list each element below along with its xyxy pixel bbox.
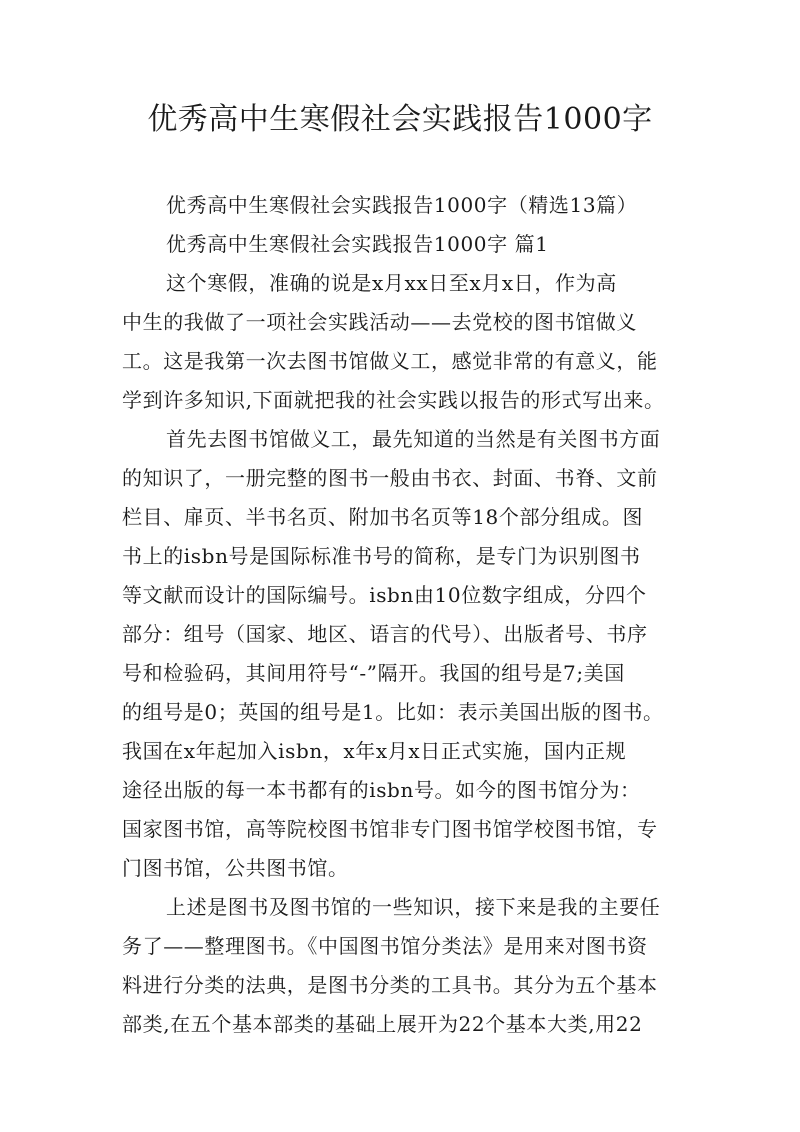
text-line: 优秀高中生寒假社会实践报告1000字（精选13篇）	[166, 193, 638, 217]
text-line: 学到许多知识,下面就把我的社会实践以报告的形式写出来。	[122, 388, 665, 412]
text-line: 料进行分类的法典，是图书分类的工具书。其分为五个基本	[122, 973, 658, 997]
text-line: 栏目、扉页、半书名页、附加书名页等18个部分组成。图	[122, 505, 644, 529]
text-line: 上述是图书及图书馆的一些知识，接下来是我的主要任	[166, 895, 661, 919]
text-line: 中生的我做了一项社会实践活动——去党校的图书馆做义	[122, 310, 637, 334]
text-line: 的组号是0；英国的组号是1。比如：表示美国出版的图书。	[122, 700, 664, 724]
text-line: 门图书馆，公共图书馆。	[122, 856, 349, 880]
document-title: 优秀高中生寒假社会实践报告1000字	[147, 102, 653, 137]
text-line: 部类,在五个基本部类的基础上展开为22个基本大类,用22	[122, 1012, 643, 1036]
text-line: 国家图书馆，高等院校图书馆非专门图书馆学校图书馆，专	[122, 817, 658, 841]
text-line: 的知识了，一册完整的图书一般由书衣、封面、书脊、文前	[122, 466, 658, 490]
text-line: 号和检验码，其间用符号“-”隔开。我国的组号是7;美国	[122, 661, 625, 685]
text-line: 工。这是我第一次去图书馆做义工，感觉非常的有意义，能	[122, 349, 658, 373]
text-line: 这个寒假，准确的说是x月xx日至x月x日，作为高	[166, 271, 617, 295]
text-line: 途径出版的每一本书都有的isbn号。如今的图书馆分为：	[122, 778, 641, 802]
text-line: 书上的isbn号是国际标准书号的简称，是专门为识别图书	[122, 544, 641, 568]
text-line: 我国在x年起加入isbn，x年x月x日正式实施，国内正规	[122, 739, 627, 763]
text-line: 部分：组号（国家、地区、语言的代号）、出版者号、书序	[122, 622, 648, 646]
text-line: 等文献而设计的国际编号。isbn由10位数字组成，分四个	[122, 583, 647, 607]
text-line: 优秀高中生寒假社会实践报告1000字 篇1	[166, 232, 549, 256]
text-line: 务了——整理图书。《中国图书馆分类法》是用来对图书资	[122, 934, 648, 958]
document-body	[122, 186, 682, 1044]
text-line: 首先去图书馆做义工，最先知道的当然是有关图书方面	[166, 427, 661, 451]
